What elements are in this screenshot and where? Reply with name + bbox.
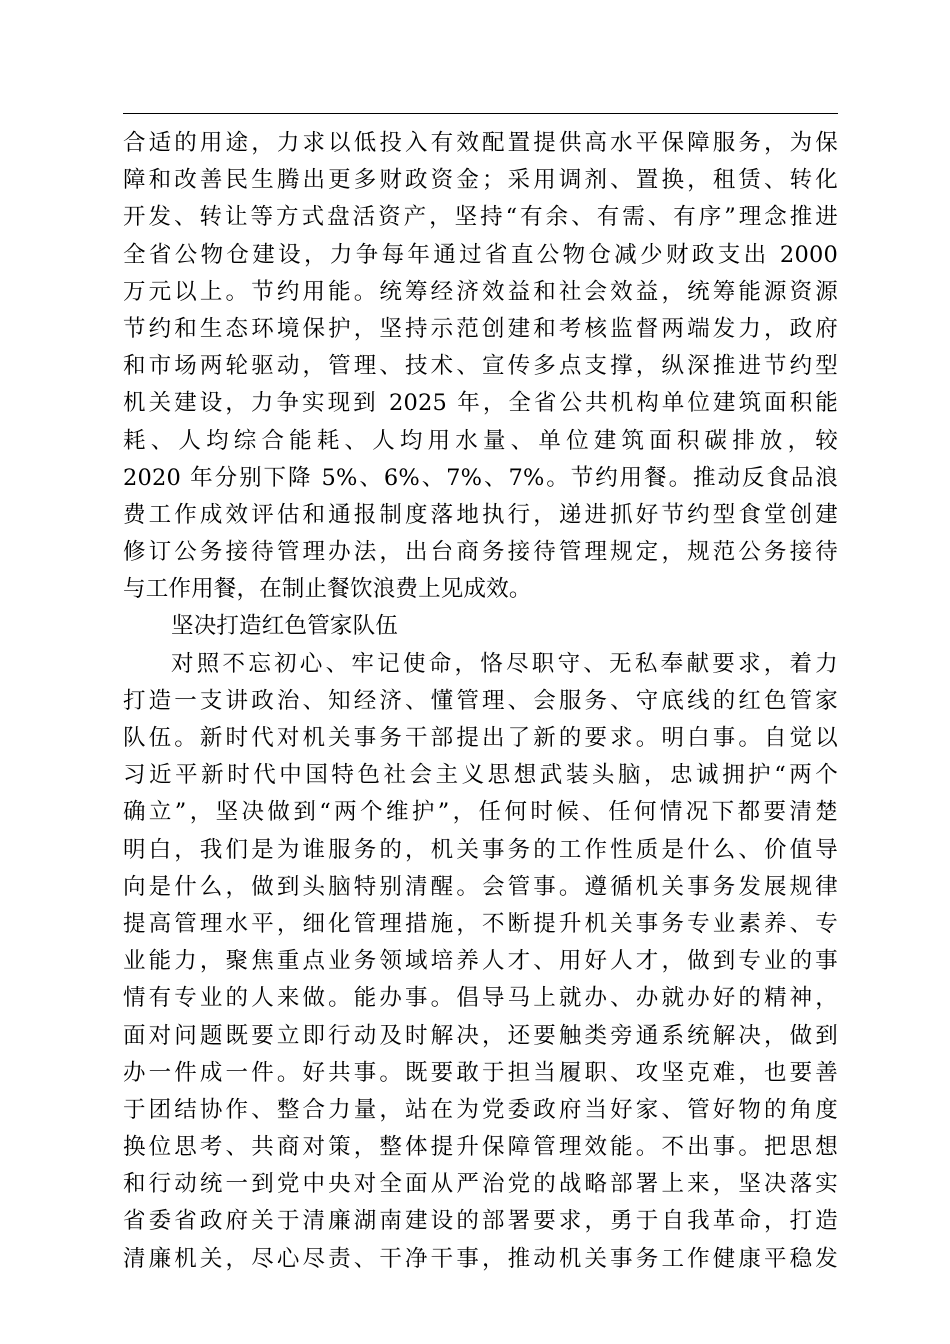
text-line: 队伍。新时代对机关事务干部提出了新的要求。明白事。自觉以: [123, 725, 838, 751]
document-body: [123, 125, 838, 1278]
text-line: 2020 年分别下降 5%、6%、7%、7%。节约用餐。推动反食品浪: [123, 464, 838, 491]
text-line: 费工作成效评估和通报制度落地执行，递进抓好节约型食堂创建: [123, 501, 838, 528]
text-line: 对照不忘初心、牢记使命，恪尽职守、无私奉献要求，着力: [171, 650, 838, 677]
paragraph-red-steward-team: [123, 646, 838, 1278]
text-line: 业能力，聚焦重点业务领域培养人才、用好人才，做到专业的事: [123, 948, 838, 975]
text-line: 向是什么，做到头脑特别清醒。会管事。遵循机关事务发展规律: [123, 873, 838, 900]
text-line: 修订公务接待管理办法，出台商务接待管理规定，规范公务接待: [123, 539, 838, 566]
text-line: 和行动统一到党中央对全面从严治党的战略部署上来，坚决落实: [123, 1171, 838, 1198]
text-line: 明白，我们是为谁服务的，机关事务的工作性质是什么、价值导: [123, 836, 838, 863]
text-line: 于团结协作、整合力量，站在为党委政府当好家、管好物的角度: [123, 1096, 838, 1123]
text-line: 全省公物仓建设，力争每年通过省直公物仓减少财政支出 2000: [123, 241, 838, 268]
text-line: 机关建设，力争实现到 2025 年，全省公共机构单位建筑面积能: [123, 390, 838, 417]
text-line: 节约和生态环境保护，坚持示范创建和考核监督两端发力，政府: [123, 315, 838, 342]
text-line: 打造一支讲政治、知经济、懂管理、会服务、守底线的红色管家: [123, 687, 838, 714]
text-line: 障和改善民生腾出更多财政资金；采用调剂、置换，租赁、转化: [123, 167, 838, 194]
text-line: 清廉机关，尽心尽责、干净干事，推动机关事务工作健康平稳发: [123, 1245, 838, 1272]
text-line: 与工作用餐，在制止餐饮浪费上见成效。: [123, 576, 532, 603]
text-line: 合适的用途，力求以低投入有效配置提供高水平保障服务，为保: [123, 130, 838, 156]
section-heading: 坚决打造红色管家队伍: [171, 613, 399, 640]
text-line: 面对问题既要立即行动及时解决，还要触类旁通系统解决，做到: [123, 1022, 838, 1049]
text-line: 确立”，坚决做到“两个维护”，任何时候、任何情况下都要清楚: [123, 799, 838, 826]
text-line: 提高管理水平，细化管理措施，不断提升机关事务专业素养、专: [123, 910, 838, 937]
header-rule: [123, 113, 838, 114]
text-line: 换位思考、共商对策，整体提升保障管理效能。不出事。把思想: [123, 1134, 838, 1161]
text-line: 开发、转让等方式盘活资产，坚持“有余、有需、有序”理念推进: [123, 204, 838, 231]
text-line: 省委省政府关于清廉湖南建设的部署要求，勇于自我革命，打造: [123, 1208, 838, 1235]
text-line: 和市场两轮驱动，管理、技术、宣传多点支撑，纵深推进节约型: [123, 353, 838, 380]
text-line: 情有专业的人来做。能办事。倡导马上就办、办就办好的精神，: [123, 985, 838, 1012]
text-line: 耗、人均综合能耗、人均用水量、单位建筑面积碳排放，较: [123, 427, 838, 454]
paragraph-savings: [123, 125, 838, 608]
text-line: 办一件成一件。好共事。既要敢于担当履职、攻坚克难，也要善: [123, 1059, 838, 1086]
text-line: 习近平新时代中国特色社会主义思想武装头脑，忠诚拥护“两个: [123, 762, 838, 789]
text-line: 万元以上。节约用能。统筹经济效益和社会效益，统筹能源资源: [123, 278, 838, 305]
